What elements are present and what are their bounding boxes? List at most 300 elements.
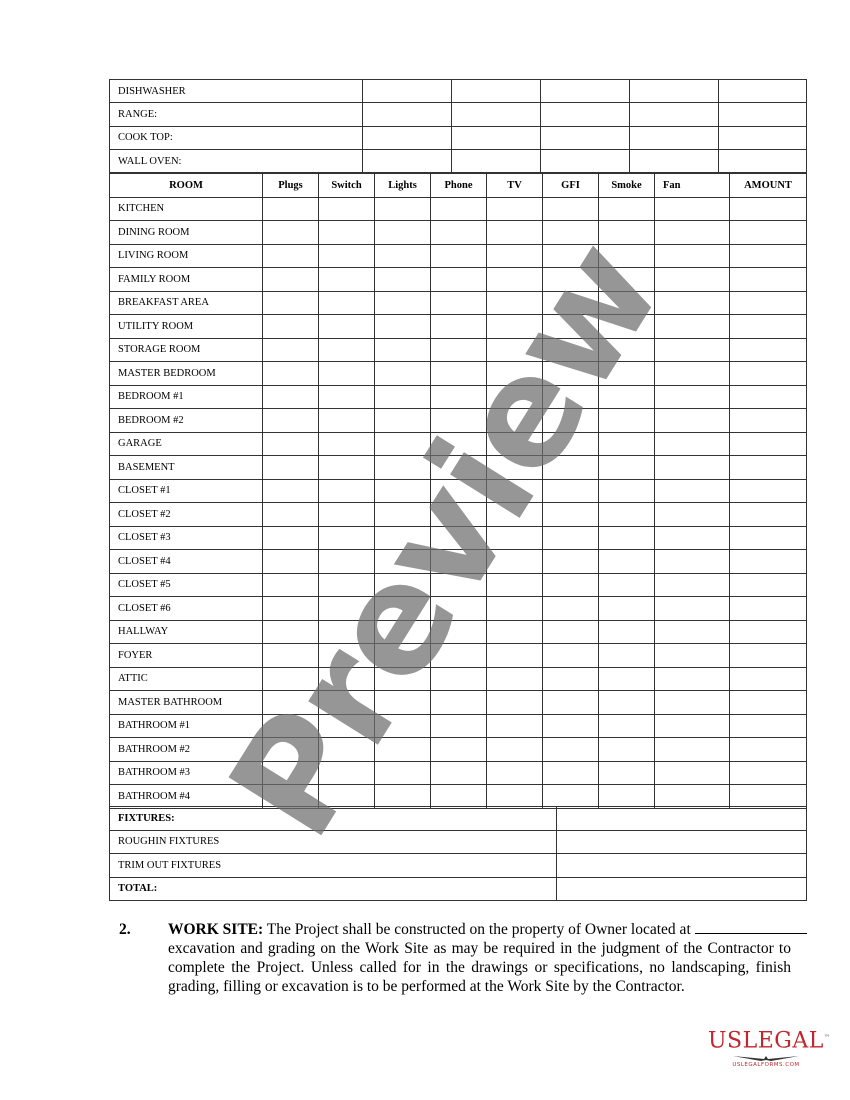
room-row	[110, 362, 807, 386]
room-cell[interactable]	[543, 620, 599, 644]
room-cell[interactable]	[655, 503, 730, 527]
room-cell[interactable]	[599, 432, 655, 456]
appliance-cell[interactable]	[630, 149, 719, 172]
room-cell[interactable]	[487, 268, 543, 292]
room-cell[interactable]	[375, 785, 431, 809]
room-cell[interactable]	[375, 526, 431, 550]
appliance-cell[interactable]	[452, 80, 541, 103]
room-cell[interactable]	[655, 620, 730, 644]
room-cell[interactable]	[431, 644, 487, 668]
room-cell[interactable]	[431, 268, 487, 292]
room-row	[110, 667, 807, 691]
room-cell[interactable]	[263, 550, 319, 574]
room-cell[interactable]	[543, 644, 599, 668]
room-cell[interactable]	[431, 197, 487, 221]
room-cell[interactable]	[655, 221, 730, 245]
room-cell[interactable]	[543, 667, 599, 691]
room-cell[interactable]	[599, 197, 655, 221]
room-label: MASTER BATHROOM	[110, 691, 263, 715]
room-cell[interactable]	[730, 456, 807, 480]
room-cell[interactable]	[487, 479, 543, 503]
room-cell[interactable]	[319, 785, 375, 809]
appliance-cell[interactable]	[452, 103, 541, 126]
room-cell[interactable]	[263, 432, 319, 456]
room-cell[interactable]	[543, 456, 599, 480]
room-cell[interactable]	[487, 432, 543, 456]
room-cell[interactable]	[599, 315, 655, 339]
room-cell[interactable]	[263, 197, 319, 221]
room-cell[interactable]	[319, 291, 375, 315]
room-cell[interactable]	[319, 479, 375, 503]
room-cell[interactable]	[375, 291, 431, 315]
appliance-cell[interactable]	[719, 80, 807, 103]
room-cell[interactable]	[655, 268, 730, 292]
room-cell[interactable]	[655, 644, 730, 668]
room-cell[interactable]	[263, 714, 319, 738]
column-header: Plugs	[263, 174, 319, 198]
room-cell[interactable]	[263, 620, 319, 644]
room-cell[interactable]	[263, 268, 319, 292]
room-cell[interactable]	[599, 620, 655, 644]
room-cell[interactable]	[730, 432, 807, 456]
room-cell[interactable]	[543, 362, 599, 386]
room-cell[interactable]	[655, 738, 730, 762]
room-row	[110, 291, 807, 315]
room-cell[interactable]	[543, 268, 599, 292]
room-cell[interactable]	[319, 526, 375, 550]
room-cell[interactable]	[375, 761, 431, 785]
room-cell[interactable]	[319, 738, 375, 762]
room-cell[interactable]	[599, 409, 655, 433]
room-cell[interactable]	[375, 550, 431, 574]
room-cell[interactable]	[375, 597, 431, 621]
room-label: BASEMENT	[110, 456, 263, 480]
room-cell[interactable]	[319, 550, 375, 574]
room-cell[interactable]	[319, 362, 375, 386]
room-cell[interactable]	[487, 456, 543, 480]
room-cell[interactable]	[487, 409, 543, 433]
room-cell[interactable]	[319, 667, 375, 691]
room-cell[interactable]	[263, 738, 319, 762]
appliance-cell[interactable]	[719, 126, 807, 149]
room-cell[interactable]	[655, 573, 730, 597]
column-header: Fan	[655, 174, 730, 198]
room-cell[interactable]	[487, 362, 543, 386]
room-cell[interactable]	[730, 221, 807, 245]
room-cell[interactable]	[319, 432, 375, 456]
room-cell[interactable]	[487, 785, 543, 809]
room-cell[interactable]	[263, 573, 319, 597]
room-cell[interactable]	[655, 714, 730, 738]
room-cell[interactable]	[431, 362, 487, 386]
room-cell[interactable]	[655, 550, 730, 574]
room-cell[interactable]	[487, 291, 543, 315]
appliance-cell[interactable]	[363, 149, 452, 172]
room-label: CLOSET #6	[110, 597, 263, 621]
room-cell[interactable]	[263, 244, 319, 268]
room-cell[interactable]	[487, 315, 543, 339]
room-cell[interactable]	[730, 644, 807, 668]
room-cell[interactable]	[599, 550, 655, 574]
room-cell[interactable]	[487, 503, 543, 527]
room-cell[interactable]	[599, 644, 655, 668]
room-cell[interactable]	[730, 714, 807, 738]
appliance-cell[interactable]	[719, 103, 807, 126]
room-label: BATHROOM #1	[110, 714, 263, 738]
appliance-cell[interactable]	[452, 149, 541, 172]
room-cell[interactable]	[655, 409, 730, 433]
room-row	[110, 385, 807, 409]
room-label: STORAGE ROOM	[110, 338, 263, 362]
room-cell[interactable]	[375, 268, 431, 292]
room-cell[interactable]	[431, 667, 487, 691]
room-cell[interactable]	[599, 714, 655, 738]
room-cell[interactable]	[730, 315, 807, 339]
room-label: MASTER BEDROOM	[110, 362, 263, 386]
room-cell[interactable]	[263, 761, 319, 785]
room-cell[interactable]	[375, 503, 431, 527]
room-cell[interactable]	[319, 409, 375, 433]
room-cell[interactable]	[431, 338, 487, 362]
room-cell[interactable]	[431, 315, 487, 339]
room-cell[interactable]	[375, 738, 431, 762]
room-cell[interactable]	[431, 761, 487, 785]
room-cell[interactable]	[319, 385, 375, 409]
room-label: FOYER	[110, 644, 263, 668]
room-cell[interactable]	[375, 338, 431, 362]
room-cell[interactable]	[599, 573, 655, 597]
room-cell[interactable]	[319, 456, 375, 480]
appliance-row	[110, 103, 807, 126]
room-cell[interactable]	[375, 385, 431, 409]
room-row	[110, 221, 807, 245]
room-cell[interactable]	[655, 597, 730, 621]
room-cell[interactable]	[543, 244, 599, 268]
room-cell[interactable]	[730, 550, 807, 574]
room-cell[interactable]	[730, 785, 807, 809]
room-cell[interactable]	[655, 315, 730, 339]
room-cell[interactable]	[263, 409, 319, 433]
room-cell[interactable]	[655, 785, 730, 809]
appliance-row	[110, 149, 807, 172]
room-cell[interactable]	[263, 338, 319, 362]
room-cell[interactable]	[263, 667, 319, 691]
appliance-cell[interactable]	[363, 80, 452, 103]
room-cell[interactable]	[319, 221, 375, 245]
room-cell[interactable]	[487, 573, 543, 597]
room-row	[110, 738, 807, 762]
room-cell[interactable]	[730, 526, 807, 550]
room-cell[interactable]	[431, 432, 487, 456]
room-label: BATHROOM #4	[110, 785, 263, 809]
room-cell[interactable]	[375, 221, 431, 245]
room-cell[interactable]	[319, 714, 375, 738]
room-cell[interactable]	[487, 667, 543, 691]
room-cell[interactable]	[599, 738, 655, 762]
appliance-cell[interactable]	[630, 80, 719, 103]
room-cell[interactable]	[599, 667, 655, 691]
fixture-amount-cell[interactable]	[557, 854, 807, 878]
room-cell[interactable]	[655, 385, 730, 409]
room-cell[interactable]	[375, 315, 431, 339]
room-row	[110, 338, 807, 362]
room-cell[interactable]	[730, 573, 807, 597]
room-cell[interactable]	[375, 479, 431, 503]
room-cell[interactable]	[543, 221, 599, 245]
room-label: CLOSET #5	[110, 573, 263, 597]
room-cell[interactable]	[319, 691, 375, 715]
room-cell[interactable]	[599, 221, 655, 245]
section-rest: excavation and grading on the Work Site as may be required in the judgment of the Contractor to complete the Project. Unless called for in the drawings or specifications, no landscaping, finish grading, filling or excavation is to be performed at the Work Site by the Contractor.	[168, 940, 791, 995]
room-cell[interactable]	[655, 291, 730, 315]
appliance-label: DISHWASHER	[110, 80, 363, 103]
room-cell[interactable]	[487, 597, 543, 621]
room-cell[interactable]	[543, 385, 599, 409]
room-cell[interactable]	[487, 644, 543, 668]
room-cell[interactable]	[730, 667, 807, 691]
room-cell[interactable]	[319, 197, 375, 221]
room-cell[interactable]	[655, 526, 730, 550]
room-cell[interactable]	[375, 409, 431, 433]
room-cell[interactable]	[599, 503, 655, 527]
appliance-cell[interactable]	[719, 149, 807, 172]
room-cell[interactable]	[431, 550, 487, 574]
room-cell[interactable]	[543, 714, 599, 738]
room-cell[interactable]	[730, 503, 807, 527]
room-cell[interactable]	[375, 456, 431, 480]
fixture-amount-cell[interactable]	[557, 877, 807, 901]
room-cell[interactable]	[599, 268, 655, 292]
room-cell[interactable]	[375, 362, 431, 386]
room-cell[interactable]	[263, 479, 319, 503]
room-cell[interactable]	[599, 338, 655, 362]
room-cell[interactable]	[730, 197, 807, 221]
room-cell[interactable]	[375, 691, 431, 715]
room-cell[interactable]	[543, 479, 599, 503]
room-cell[interactable]	[431, 526, 487, 550]
room-cell[interactable]	[487, 385, 543, 409]
room-cell[interactable]	[487, 244, 543, 268]
logo-brand: USLEGAL™	[708, 1028, 831, 1054]
room-cell[interactable]	[487, 197, 543, 221]
room-cell[interactable]	[431, 456, 487, 480]
room-cell[interactable]	[730, 338, 807, 362]
room-cell[interactable]	[263, 362, 319, 386]
room-label: BREAKFAST AREA	[110, 291, 263, 315]
appliance-cell[interactable]	[541, 126, 630, 149]
room-cell[interactable]	[431, 785, 487, 809]
room-cell[interactable]	[431, 385, 487, 409]
room-cell[interactable]	[730, 268, 807, 292]
room-cell[interactable]	[599, 691, 655, 715]
room-cell[interactable]	[487, 550, 543, 574]
room-cell[interactable]	[543, 761, 599, 785]
room-cell[interactable]	[655, 479, 730, 503]
room-cell[interactable]	[375, 620, 431, 644]
room-cell[interactable]	[375, 714, 431, 738]
room-cell[interactable]	[263, 526, 319, 550]
room-cell[interactable]	[655, 761, 730, 785]
fixture-amount-cell[interactable]	[557, 807, 807, 831]
room-cell[interactable]	[655, 667, 730, 691]
room-cell[interactable]	[431, 503, 487, 527]
room-cell[interactable]	[599, 385, 655, 409]
room-cell[interactable]	[431, 691, 487, 715]
room-cell[interactable]	[599, 597, 655, 621]
appliance-cell[interactable]	[452, 126, 541, 149]
room-cell[interactable]	[263, 644, 319, 668]
room-cell[interactable]	[655, 456, 730, 480]
room-cell[interactable]	[730, 244, 807, 268]
room-cell[interactable]	[730, 597, 807, 621]
room-row	[110, 432, 807, 456]
room-cell[interactable]	[431, 291, 487, 315]
room-cell[interactable]	[319, 503, 375, 527]
room-label: GARAGE	[110, 432, 263, 456]
fixture-amount-cell[interactable]	[557, 830, 807, 854]
room-cell[interactable]	[431, 738, 487, 762]
appliance-cell[interactable]	[630, 126, 719, 149]
room-cell[interactable]	[319, 244, 375, 268]
room-cell[interactable]	[543, 291, 599, 315]
room-cell[interactable]	[431, 479, 487, 503]
room-cell[interactable]	[431, 409, 487, 433]
room-cell[interactable]	[599, 456, 655, 480]
room-cell[interactable]	[263, 291, 319, 315]
room-cell[interactable]	[431, 221, 487, 245]
room-row	[110, 315, 807, 339]
room-cell[interactable]	[599, 362, 655, 386]
room-cell[interactable]	[730, 479, 807, 503]
room-row	[110, 785, 807, 809]
appliance-cell[interactable]	[541, 103, 630, 126]
section-number: 2.	[119, 921, 131, 938]
room-cell[interactable]	[655, 244, 730, 268]
room-cell[interactable]	[263, 785, 319, 809]
room-cell[interactable]	[543, 785, 599, 809]
room-cell[interactable]	[543, 573, 599, 597]
room-cell[interactable]	[730, 738, 807, 762]
fixture-row	[110, 854, 807, 878]
room-cell[interactable]	[543, 409, 599, 433]
room-cell[interactable]	[375, 644, 431, 668]
room-cell[interactable]	[599, 244, 655, 268]
room-cell[interactable]	[487, 526, 543, 550]
room-cell[interactable]	[431, 714, 487, 738]
appliance-cell[interactable]	[630, 103, 719, 126]
appliance-cell[interactable]	[363, 126, 452, 149]
room-cell[interactable]	[487, 338, 543, 362]
room-cell[interactable]	[599, 291, 655, 315]
room-cell[interactable]	[263, 503, 319, 527]
room-cell[interactable]	[431, 244, 487, 268]
appliance-label: RANGE:	[110, 103, 363, 126]
room-cell[interactable]	[543, 432, 599, 456]
room-row	[110, 197, 807, 221]
room-cell[interactable]	[375, 573, 431, 597]
room-cell[interactable]	[599, 785, 655, 809]
room-cell[interactable]	[543, 526, 599, 550]
room-cell[interactable]	[263, 221, 319, 245]
room-row	[110, 244, 807, 268]
room-cell[interactable]	[655, 362, 730, 386]
room-cell[interactable]	[543, 315, 599, 339]
room-cell[interactable]	[487, 691, 543, 715]
room-cell[interactable]	[319, 644, 375, 668]
room-cell[interactable]	[487, 738, 543, 762]
room-cell[interactable]	[319, 268, 375, 292]
room-cell[interactable]	[655, 197, 730, 221]
room-cell[interactable]	[543, 738, 599, 762]
room-cell[interactable]	[319, 620, 375, 644]
room-cell[interactable]	[431, 620, 487, 644]
room-cell[interactable]	[599, 479, 655, 503]
room-cell[interactable]	[730, 691, 807, 715]
fixture-label: TOTAL:	[110, 877, 557, 901]
room-cell[interactable]	[655, 432, 730, 456]
room-cell[interactable]	[375, 197, 431, 221]
room-cell[interactable]	[543, 338, 599, 362]
room-cell[interactable]	[543, 691, 599, 715]
room-cell[interactable]	[543, 197, 599, 221]
appliance-cell[interactable]	[541, 149, 630, 172]
room-row	[110, 503, 807, 527]
room-cell[interactable]	[375, 432, 431, 456]
room-cell[interactable]	[543, 503, 599, 527]
room-cell[interactable]	[319, 761, 375, 785]
room-cell[interactable]	[263, 315, 319, 339]
room-cell[interactable]	[730, 409, 807, 433]
room-cell[interactable]	[263, 385, 319, 409]
room-row	[110, 714, 807, 738]
room-cell[interactable]	[487, 761, 543, 785]
room-cell[interactable]	[543, 597, 599, 621]
room-cell[interactable]	[730, 291, 807, 315]
room-cell[interactable]	[655, 338, 730, 362]
room-label: BEDROOM #2	[110, 409, 263, 433]
room-cell[interactable]	[263, 456, 319, 480]
room-cell[interactable]	[375, 244, 431, 268]
room-cell[interactable]	[375, 667, 431, 691]
room-cell[interactable]	[319, 315, 375, 339]
room-cell[interactable]	[263, 597, 319, 621]
room-cell[interactable]	[263, 691, 319, 715]
room-cell[interactable]	[319, 338, 375, 362]
room-cell[interactable]	[431, 573, 487, 597]
room-cell[interactable]	[730, 761, 807, 785]
appliance-cell[interactable]	[363, 103, 452, 126]
room-cell[interactable]	[543, 550, 599, 574]
room-cell[interactable]	[599, 526, 655, 550]
room-row	[110, 479, 807, 503]
appliance-cell[interactable]	[541, 80, 630, 103]
appliance-label: WALL OVEN:	[110, 149, 363, 172]
room-cell[interactable]	[730, 362, 807, 386]
fixture-row	[110, 807, 807, 831]
room-cell[interactable]	[487, 714, 543, 738]
room-cell[interactable]	[487, 221, 543, 245]
eagle-wing-icon	[731, 1054, 801, 1062]
room-cell[interactable]	[319, 597, 375, 621]
room-cell[interactable]	[431, 597, 487, 621]
room-cell[interactable]	[730, 620, 807, 644]
room-cell[interactable]	[655, 691, 730, 715]
room-cell[interactable]	[487, 620, 543, 644]
room-cell[interactable]	[319, 573, 375, 597]
room-cell[interactable]	[730, 385, 807, 409]
room-cell[interactable]	[599, 761, 655, 785]
appliance-label: COOK TOP:	[110, 126, 363, 149]
